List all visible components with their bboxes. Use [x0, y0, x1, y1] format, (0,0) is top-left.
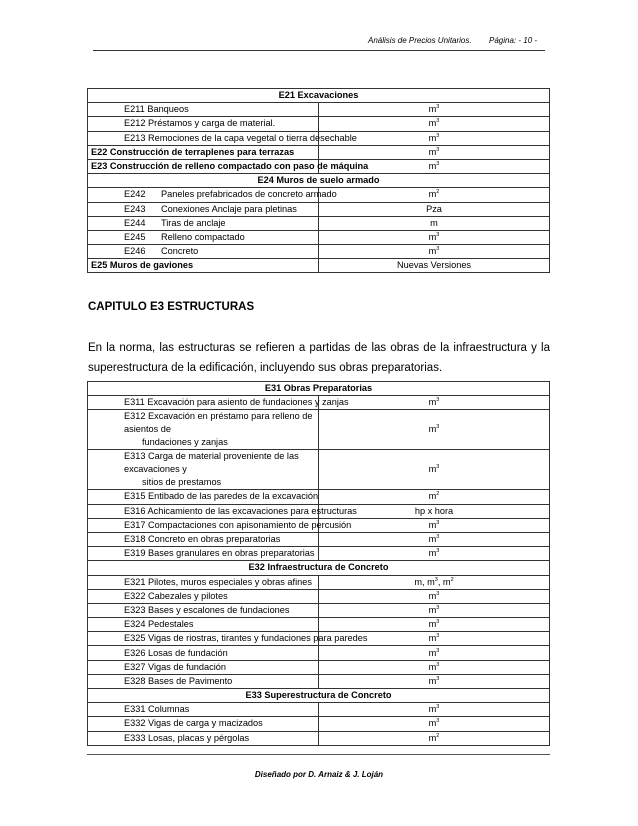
item-description: E212 Préstamos y carga de material. — [88, 117, 319, 131]
unit-cell — [319, 245, 550, 259]
item-description: E317 Compactaciones con apisonamiento de percusión — [88, 518, 319, 532]
item-description: E311 Excavación para asiento de fundaciones y zanjas — [88, 396, 319, 410]
unit-text: m — [428, 146, 437, 157]
table-row — [88, 532, 550, 546]
section-heading: E32 Infraestructura de Concreto — [88, 561, 550, 575]
unit-text: m — [430, 217, 438, 228]
unit-exponent: 3 — [434, 576, 438, 583]
unit-exponent-2: 2 — [450, 576, 454, 583]
unit-cell — [319, 547, 550, 561]
unit-exponent: 2 — [436, 732, 440, 739]
unit-cell — [319, 117, 550, 131]
table-row — [88, 396, 550, 410]
unit-cell — [319, 731, 550, 745]
unit-exponent: 3 — [436, 519, 440, 526]
table-row — [88, 575, 550, 589]
section-heading: E21 Excavaciones — [88, 89, 550, 103]
table-row — [88, 703, 550, 717]
unit-text: hp x hora — [414, 505, 454, 516]
unit-cell — [319, 674, 550, 688]
unit-text: m — [428, 397, 437, 408]
table-row — [88, 188, 550, 202]
unit-text: m — [428, 675, 437, 686]
unit-exponent: 3 — [436, 534, 440, 541]
unit-exponent: 2 — [436, 189, 440, 196]
unit-exponent: 3 — [436, 590, 440, 597]
item-description — [88, 450, 319, 490]
unit-exponent: 3 — [436, 424, 440, 431]
item-label-continued: sitios de prestamos — [142, 477, 222, 488]
item-description: E323 Bases y escalones de fundaciones — [88, 603, 319, 617]
unit-cell — [319, 216, 550, 230]
item-description: E315 Entibado de las paredes de la excavación — [88, 490, 319, 504]
unit-text: m — [428, 718, 437, 729]
table-row — [88, 674, 550, 688]
unit-exponent: 3 — [436, 647, 440, 654]
section-heading: E31 Obras Preparatorias — [88, 382, 550, 396]
table-row — [88, 547, 550, 561]
table-row — [88, 603, 550, 617]
unit-text: m — [428, 548, 437, 559]
item-code: E246 — [124, 246, 146, 257]
unit-text: m — [428, 633, 437, 644]
item-label: Concreto — [161, 246, 199, 257]
item-description — [88, 216, 319, 230]
unit-text: Pza — [426, 203, 442, 214]
table-row — [88, 731, 550, 745]
item-description: E325 Vigas de riostras, tirantes y fundaciones para paredes — [88, 632, 319, 646]
table-row — [88, 117, 550, 131]
header-title: Análisis de Precios Unitarios. — [368, 36, 472, 45]
section-heading: E33 Superestructura de Concreto — [88, 689, 550, 703]
item-label: E312 Excavación en préstamo para relleno de asientos de — [124, 411, 313, 435]
unit-cell — [319, 660, 550, 674]
table-row — [88, 518, 550, 532]
table-row — [88, 159, 550, 173]
items-table-e2 — [87, 88, 550, 273]
unit-cell — [319, 202, 550, 216]
unit-exponent: 3 — [436, 397, 440, 404]
unit-cell — [319, 450, 550, 490]
section-row — [88, 561, 550, 575]
item-description: E318 Concreto en obras preparatorias — [88, 532, 319, 546]
table-row — [88, 259, 550, 273]
unit-exponent: 3 — [436, 146, 440, 153]
item-description: E319 Bases granulares en obras preparatorias — [88, 547, 319, 561]
unit-cell — [319, 396, 550, 410]
item-label-continued: fundaciones y zanjas — [142, 437, 228, 448]
unit-exponent: 3 — [436, 464, 440, 471]
unit-exponent: 3 — [436, 718, 440, 725]
unit-cell — [319, 646, 550, 660]
item-description: E324 Pedestales — [88, 618, 319, 632]
table-row — [88, 410, 550, 450]
unit-exponent: 3 — [436, 633, 440, 640]
item-code: E244 — [124, 217, 146, 228]
unit-cell — [319, 490, 550, 504]
unit-text: m — [428, 246, 437, 257]
table-row — [88, 450, 550, 490]
item-code: E242 — [124, 189, 146, 200]
unit-text: m, m — [414, 576, 435, 587]
unit-exponent: 3 — [436, 548, 440, 555]
table-row — [88, 216, 550, 230]
unit-exponent: 3 — [436, 132, 440, 139]
unit-text: m — [428, 519, 437, 530]
table-row — [88, 490, 550, 504]
item-description: E333 Losas, placas y pérgolas — [88, 731, 319, 745]
unit-exponent: 3 — [436, 604, 440, 611]
header-page-number: Página: - 10 - — [489, 36, 538, 45]
unit-text: m — [428, 534, 437, 545]
header-divider — [93, 50, 545, 51]
unit-text: m — [428, 118, 437, 129]
unit-text: m — [428, 231, 437, 242]
unit-cell — [319, 532, 550, 546]
page-footer: Diseñado por D. Arnaiz & J. Loján — [254, 770, 384, 779]
unit-exponent: 2 — [436, 491, 440, 498]
unit-exponent: 3 — [436, 246, 440, 253]
table-row — [88, 245, 550, 259]
unit-cell — [319, 103, 550, 117]
section-heading: E24 Muros de suelo armado — [88, 174, 550, 188]
item-label: Tiras de anclaje — [161, 217, 226, 228]
section-row — [88, 89, 550, 103]
page-header — [0, 36, 638, 50]
item-description: E316 Achicamiento de las excavaciones para estructuras — [88, 504, 319, 518]
table-row — [88, 646, 550, 660]
unit-exponent: 3 — [436, 675, 440, 682]
unit-cell — [319, 703, 550, 717]
item-description: E322 Cabezales y pilotes — [88, 589, 319, 603]
table-row — [88, 131, 550, 145]
unit-text: m — [428, 424, 437, 435]
table-row — [88, 717, 550, 731]
item-description: E326 Losas de fundación — [88, 646, 319, 660]
footer-divider — [87, 754, 550, 755]
section-row — [88, 174, 550, 188]
unit-exponent: 3 — [436, 161, 440, 168]
item-description — [88, 245, 319, 259]
item-label: Paneles prefabricados de concreto armado — [161, 189, 337, 200]
unit-exponent: 3 — [436, 619, 440, 626]
unit-text: m — [428, 491, 437, 502]
item-description: E332 Vigas de carga y macizados — [88, 717, 319, 731]
table-row — [88, 145, 550, 159]
unit-text: m — [428, 704, 437, 715]
unit-exponent: 3 — [436, 661, 440, 668]
unit-text: m — [428, 647, 437, 658]
unit-cell — [319, 230, 550, 244]
unit-text: m — [428, 189, 437, 200]
item-description — [88, 202, 319, 216]
item-description: E327 Vigas de fundación — [88, 660, 319, 674]
item-description: E25 Muros de gaviones — [88, 259, 319, 273]
unit-exponent: 3 — [436, 118, 440, 125]
unit-text: m — [428, 661, 437, 672]
item-description: E213 Remociones de la capa vegetal o tierra desechable — [88, 131, 319, 145]
unit-text: m — [428, 604, 437, 615]
unit-cell — [319, 589, 550, 603]
unit-text-2: , m — [437, 576, 451, 587]
chapter-title: CAPITULO E3 ESTRUCTURAS — [88, 301, 255, 313]
unit-cell — [319, 410, 550, 450]
unit-exponent: 3 — [436, 104, 440, 111]
unit-cell — [319, 618, 550, 632]
unit-text: m — [428, 619, 437, 630]
unit-cell — [319, 575, 550, 589]
item-description — [88, 410, 319, 450]
table-row — [88, 202, 550, 216]
item-description: E23 Construcción de relleno compactado con paso de máquina — [88, 159, 319, 173]
item-description: E211 Banqueos — [88, 103, 319, 117]
unit-exponent: 3 — [436, 231, 440, 238]
item-description: E331 Columnas — [88, 703, 319, 717]
table-row — [88, 230, 550, 244]
table-row — [88, 618, 550, 632]
items-table-e3 — [87, 381, 550, 746]
unit-cell — [319, 518, 550, 532]
unit-cell — [319, 603, 550, 617]
item-description: E321 Pilotes, muros especiales y obras afines — [88, 575, 319, 589]
unit-cell — [319, 188, 550, 202]
table-row — [88, 589, 550, 603]
unit-text: m — [428, 464, 437, 475]
section-row — [88, 689, 550, 703]
unit-text: Nuevas Versiones — [396, 260, 472, 271]
unit-text: m — [428, 732, 437, 743]
unit-cell — [319, 145, 550, 159]
unit-exponent: 3 — [436, 704, 440, 711]
item-description: E328 Bases de Pavimento — [88, 674, 319, 688]
table-row — [88, 504, 550, 518]
item-description: E22 Construcción de terraplenes para terrazas — [88, 145, 319, 159]
unit-text: m — [428, 161, 437, 172]
item-code: E245 — [124, 231, 146, 242]
chapter-paragraph: En la norma, las estructuras se refieren a partidas de las obras de la infraestructura y la superestructura de la edificación, incluyendo sus obras preparatorias. — [88, 342, 550, 374]
section-row — [88, 382, 550, 396]
unit-text: m — [428, 104, 437, 115]
item-label: E313 Carga de material proveniente de las excavaciones y — [124, 451, 299, 475]
table-row — [88, 660, 550, 674]
unit-cell — [319, 717, 550, 731]
table-row — [88, 103, 550, 117]
unit-text: m — [428, 132, 437, 143]
item-label: Relleno compactado — [161, 231, 245, 242]
unit-cell — [319, 259, 550, 273]
item-description — [88, 188, 337, 202]
item-description — [88, 230, 319, 244]
item-label: Conexiones Anclaje para pletinas — [161, 203, 297, 214]
unit-text: m — [428, 590, 437, 601]
table-row — [88, 632, 550, 646]
item-code: E243 — [124, 203, 146, 214]
